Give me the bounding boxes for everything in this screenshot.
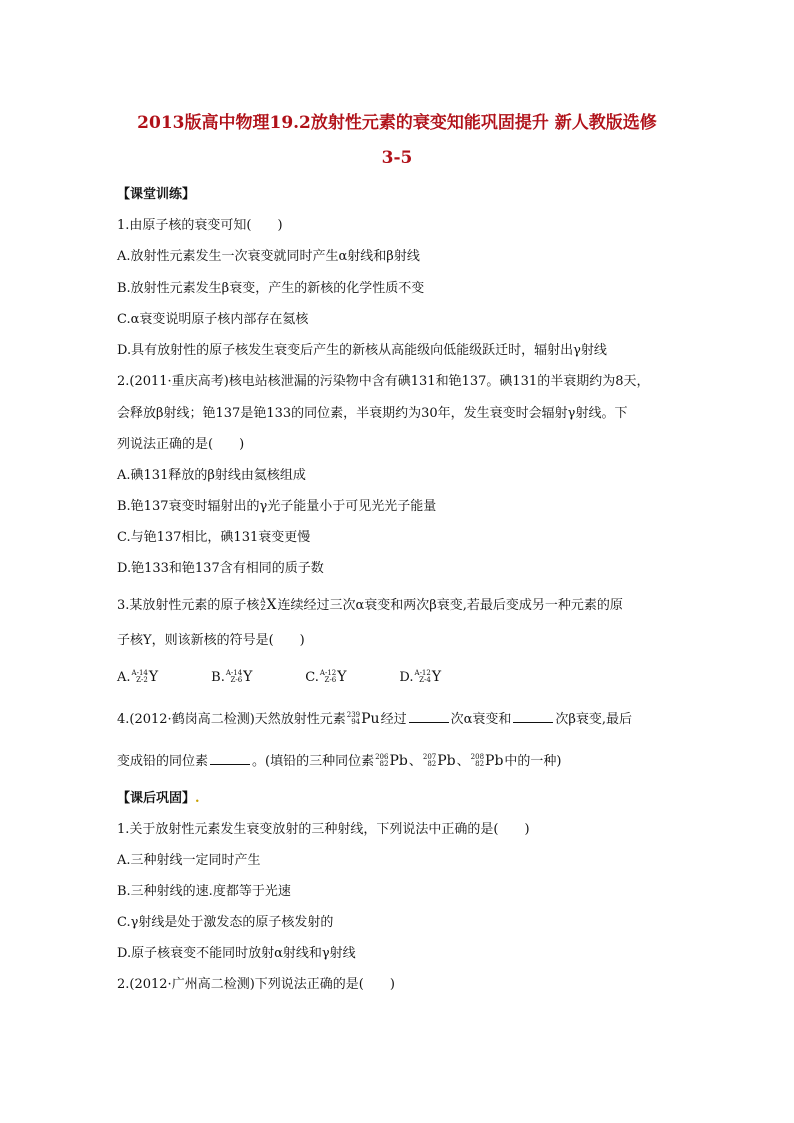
q1-stem: 1.由原子核的衰变可知( ) (117, 218, 283, 233)
nuclide-x-atomic: Z (260, 604, 266, 612)
q2-stem-line2: 会释放β射线；铯137是铯133的同位素，半衰期约为30年，发生衰变时会辐射γ射线。下 (117, 406, 628, 421)
q4-blank-alpha[interactable] (409, 710, 449, 723)
q4-blank-isotope[interactable] (210, 752, 250, 765)
p1-stem: 1.关于放射性元素发生衰变放射的三种射线，下列说法中正确的是( ) (117, 822, 530, 837)
p1-option-b: B.三种射线的速.度都等于光速 (117, 884, 291, 899)
q2-stem-line1: 2.(2011·重庆高考)核电站核泄漏的污染物中含有碘131和铯137。碘131的半衰期约为8天， (117, 374, 650, 389)
p1-option-a: A.三种射线一定同时产生 (117, 853, 261, 868)
q2-stem-line3: 列说法正确的是( ) (117, 437, 245, 452)
q1-option-b: B.放射性元素发生β衰变，产生的新核的化学性质不变 (117, 281, 425, 296)
q2-option-d: D.铯133和铯137含有相同的质子数 (117, 561, 324, 576)
p1-option-c: C.γ射线是处于激发态的原子核发射的 (117, 915, 334, 930)
nuclide-pb208: 208 82 Pb (470, 753, 504, 770)
q2-option-a: A.碘131释放的β射线由氦核组成 (117, 468, 306, 483)
q2-option-c: C.与铯137相比，碘131衰变更慢 (117, 530, 311, 545)
q3-stem-line2: 子核Y，则该新核的符号是( ) (117, 633, 305, 648)
nuclide-x-symbol: X (266, 597, 277, 613)
q1-option-a: A.放射性元素发生一次衰变就同时产生α射线和β射线 (117, 249, 420, 264)
q4-stem-line1: 4.(2012·鹤岗高二检测)天然放射性元素 239 94 Pu经过 次α衰变和 次β衰变,最后 (117, 711, 633, 728)
q3-option-a: A. A-14 Z-2 Y (117, 669, 159, 685)
nuclide-x (260, 596, 276, 615)
q4-blank-beta[interactable] (513, 710, 553, 723)
nuclide-x-mass: A (260, 597, 266, 605)
document-title-line1: 2013版高中物理19.2放射性元素的衰变知能巩固提升 新人教版选修 (137, 113, 657, 133)
q3-option-c: C. A-12 Z-6 Y (305, 669, 347, 685)
q3-option-b: B. A-14 Z-6 Y (211, 669, 253, 685)
q3-options (117, 668, 489, 687)
section-class-training: 【课堂训练】 (117, 187, 196, 202)
decor-dot: . (195, 791, 200, 806)
q3-stem-line1 (117, 596, 623, 615)
q2-option-b: B.铯137衰变时辐射出的γ光子能量小于可见光光子能量 (117, 499, 437, 514)
nuclide-pu: 239 94 Pu (346, 711, 380, 728)
q1-option-d: D.具有放射性的原子核发生衰变后产生的新核从高能级向低能级跃迁时，辐射出γ射线 (117, 343, 607, 358)
p1-option-d: D.原子核衰变不能同时放射α射线和γ射线 (117, 946, 356, 961)
q3-stem-pre: 3.某放射性元素的原子核 (117, 597, 260, 613)
q1-option-c: C.α衰变说明原子核内部存在氦核 (117, 312, 309, 327)
p2-stem: 2.(2012·广州高二检测)下列说法正确的是( ) (117, 977, 395, 992)
q3-stem-post: 连续经过三次α衰变和两次β衰变,若最后变成另一种元素的原 (277, 597, 623, 613)
nuclide-pb206: 206 82 Pb (375, 753, 408, 770)
section-after-class: 【课后巩固】. (117, 791, 200, 806)
document-title-line2: 3-5 (381, 148, 413, 168)
nuclide-pb207: 207 82 Pb (422, 753, 456, 770)
q4-stem-line2: 变成铅的同位素 。(填铅的三种同位素 206 82 Pb、 207 82 Pb、 208 82 Pb中的一种) (117, 753, 562, 770)
q3-option-d: D. A-12 Z-4 Y (399, 669, 442, 685)
